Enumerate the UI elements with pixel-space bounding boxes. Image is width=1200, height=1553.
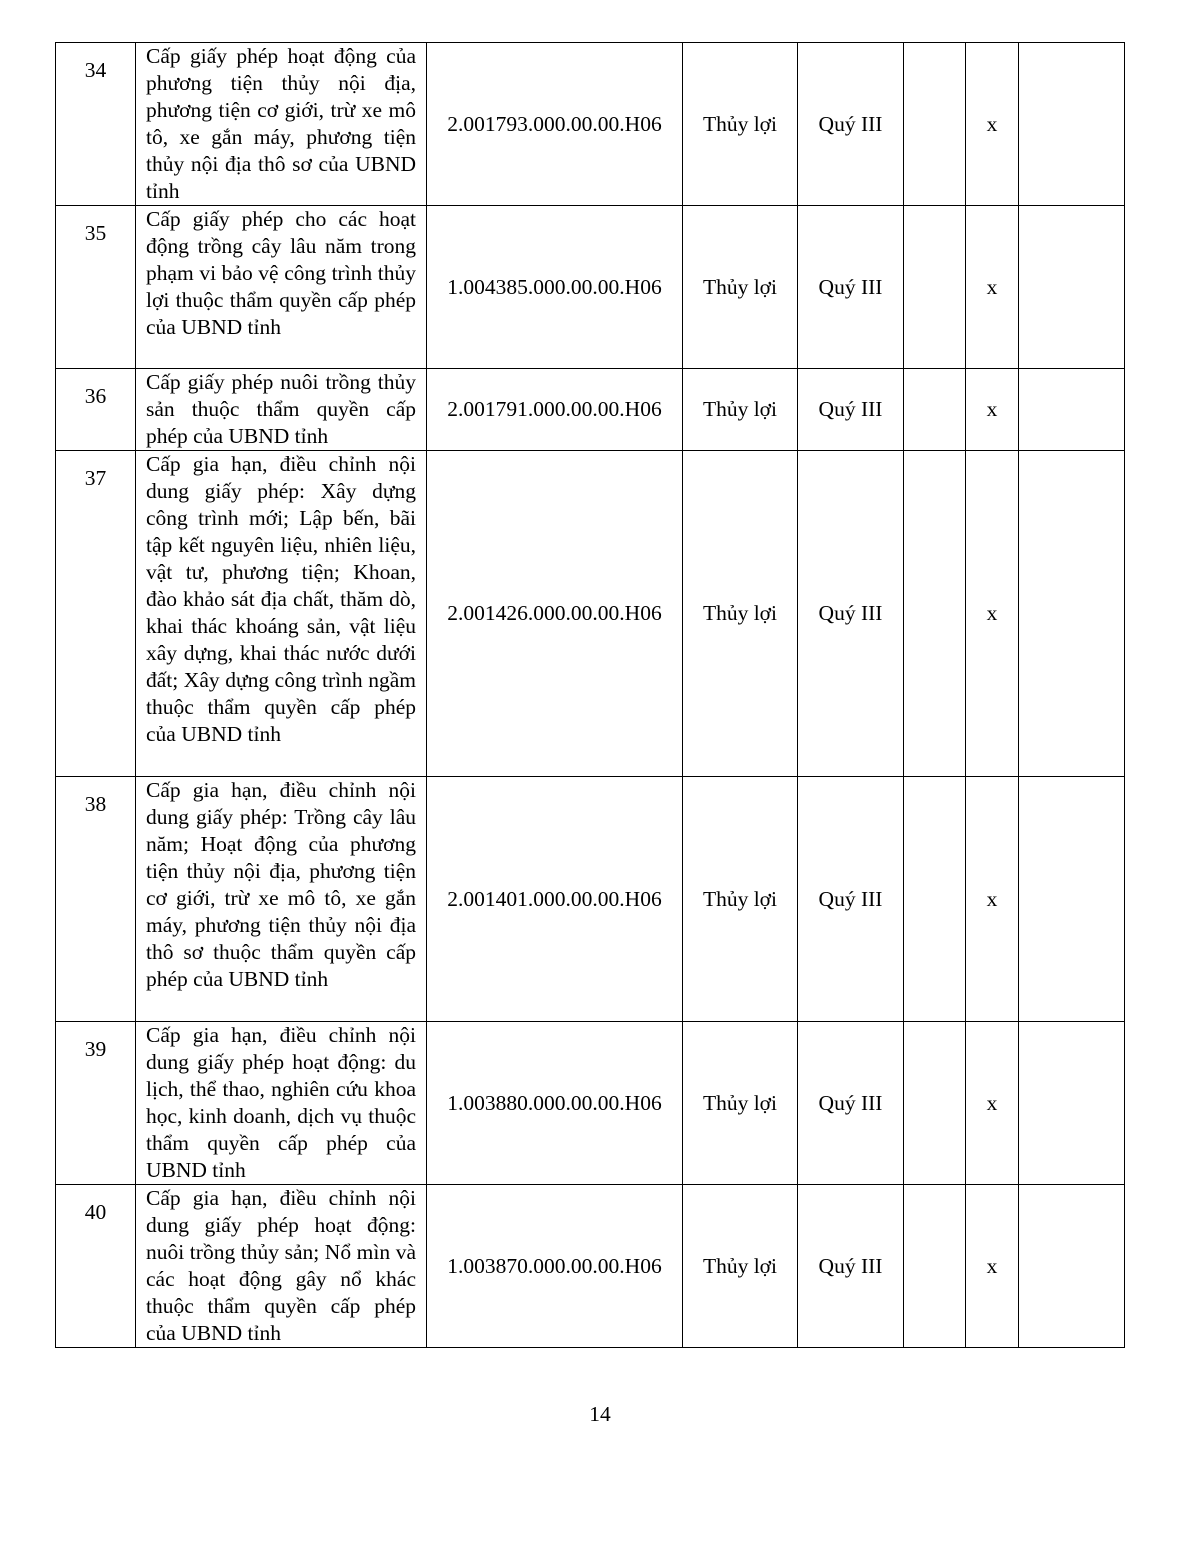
column-7-mark: x (966, 1185, 1019, 1348)
column-8-cell (1019, 777, 1125, 1022)
procedure-table-container (55, 42, 1124, 1348)
row-number: 34 (56, 43, 136, 206)
column-6-cell (904, 777, 966, 1022)
column-8-cell (1019, 206, 1125, 369)
procedure-field: Thủy lợi (683, 43, 798, 206)
procedure-code: 2.001426.000.00.00.H06 (427, 451, 683, 777)
table-row (56, 369, 1125, 451)
column-6-cell (904, 43, 966, 206)
column-6-cell (904, 369, 966, 451)
procedure-field: Thủy lợi (683, 777, 798, 1022)
procedure-code: 1.004385.000.00.00.H06 (427, 206, 683, 369)
procedure-quarter: Quý III (798, 777, 904, 1022)
column-6-cell (904, 206, 966, 369)
table-row (56, 1185, 1125, 1348)
procedure-name: Cấp gia hạn, điều chỉnh nội dung giấy phép: Trồng cây lâu năm; Hoạt động của phương tiện thủy nội địa, phương tiện cơ giới, trừ xe mô tô, xe gắn máy, phương tiện thủy nội địa thô sơ thuộc thẩm quyền cấp phép của UBND tỉnh (136, 777, 427, 1022)
procedure-name: Cấp giấy phép cho các hoạt động trồng cây lâu năm trong phạm vi bảo vệ công trình thủy lợi thuộc thẩm quyền cấp phép của UBND tỉnh (136, 206, 427, 369)
column-8-cell (1019, 451, 1125, 777)
column-8-cell (1019, 43, 1125, 206)
column-8-cell (1019, 1185, 1125, 1348)
procedure-name: Cấp gia hạn, điều chỉnh nội dung giấy phép hoạt động: nuôi trồng thủy sản; Nổ mìn và các hoạt động gây nổ khác thuộc thẩm quyền cấp phép của UBND tỉnh (136, 1185, 427, 1348)
table-row (56, 1022, 1125, 1185)
procedure-code: 2.001791.000.00.00.H06 (427, 369, 683, 451)
table-row (56, 451, 1125, 777)
row-number: 37 (56, 451, 136, 777)
row-number: 39 (56, 1022, 136, 1185)
row-number: 35 (56, 206, 136, 369)
column-7-mark: x (966, 43, 1019, 206)
table-row (56, 777, 1125, 1022)
procedure-name: Cấp gia hạn, điều chỉnh nội dung giấy phép hoạt động: du lịch, thể thao, nghiên cứu khoa học, kinh doanh, dịch vụ thuộc thẩm quyền cấp phép của UBND tỉnh (136, 1022, 427, 1185)
procedure-field: Thủy lợi (683, 1185, 798, 1348)
procedure-quarter: Quý III (798, 451, 904, 777)
column-7-mark: x (966, 451, 1019, 777)
procedure-name: Cấp giấy phép hoạt động của phương tiện thủy nội địa, phương tiện cơ giới, trừ xe mô tô, xe gắn máy, phương tiện thủy nội địa thô sơ của UBND tỉnh (136, 43, 427, 206)
procedure-quarter: Quý III (798, 206, 904, 369)
column-7-mark: x (966, 206, 1019, 369)
procedure-quarter: Quý III (798, 1185, 904, 1348)
column-6-cell (904, 1022, 966, 1185)
row-number: 40 (56, 1185, 136, 1348)
procedure-quarter: Quý III (798, 369, 904, 451)
procedure-field: Thủy lợi (683, 369, 798, 451)
column-6-cell (904, 451, 966, 777)
column-8-cell (1019, 369, 1125, 451)
column-6-cell (904, 1185, 966, 1348)
procedure-field: Thủy lợi (683, 451, 798, 777)
column-7-mark: x (966, 369, 1019, 451)
procedure-table (55, 42, 1125, 1348)
table-row (56, 206, 1125, 369)
procedure-code: 1.003880.000.00.00.H06 (427, 1022, 683, 1185)
row-number: 38 (56, 777, 136, 1022)
page-number: 14 (589, 1402, 611, 1426)
procedure-code: 2.001401.000.00.00.H06 (427, 777, 683, 1022)
table-row (56, 43, 1125, 206)
procedure-code: 2.001793.000.00.00.H06 (427, 43, 683, 206)
procedure-name: Cấp giấy phép nuôi trồng thủy sản thuộc thẩm quyền cấp phép của UBND tỉnh (136, 369, 427, 451)
column-7-mark: x (966, 777, 1019, 1022)
procedure-field: Thủy lợi (683, 206, 798, 369)
procedure-code: 1.003870.000.00.00.H06 (427, 1185, 683, 1348)
procedure-field: Thủy lợi (683, 1022, 798, 1185)
column-8-cell (1019, 1022, 1125, 1185)
procedure-quarter: Quý III (798, 43, 904, 206)
column-7-mark: x (966, 1022, 1019, 1185)
procedure-name: Cấp gia hạn, điều chỉnh nội dung giấy phép: Xây dựng công trình mới; Lập bến, bãi tập kết nguyên liệu, nhiên liệu, vật tư, phương tiện; Khoan, đào khảo sát địa chất, thăm dò, khai thác khoáng sản, vật liệu xây dựng, khai thác nước dưới đất; Xây dựng công trình ngầm thuộc thẩm quyền cấp phép của UBND tỉnh (136, 451, 427, 777)
row-number: 36 (56, 369, 136, 451)
procedure-quarter: Quý III (798, 1022, 904, 1185)
